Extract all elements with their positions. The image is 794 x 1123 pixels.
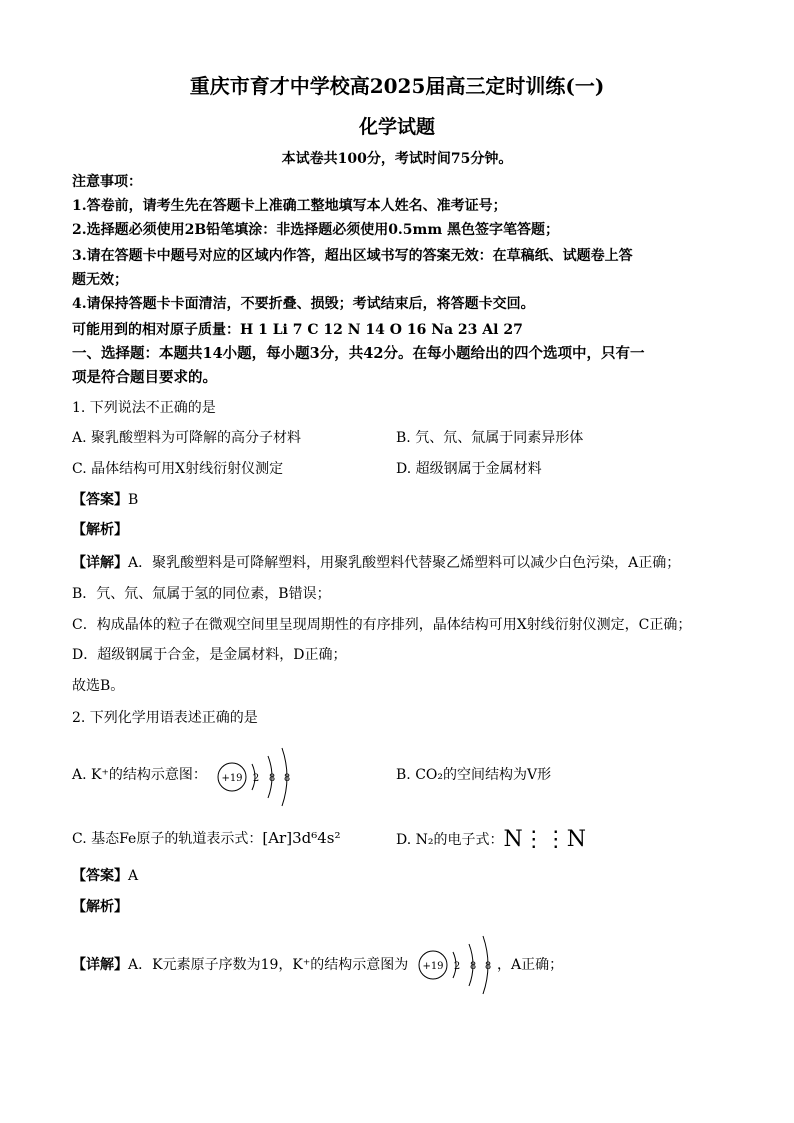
notice-heading: 注意事项： bbox=[72, 174, 142, 190]
q1-detail-3: C．构成晶体的粒子在微观空间里呈现周期性的有序排列，晶体结构可用X射线衍射仪测定，C正确； bbox=[72, 617, 692, 633]
notice-item-1: 1.答卷前，请考生先在答题卡上准确工整地填写本人姓名、准考证号； bbox=[72, 198, 507, 214]
answer-label: 【答案】 bbox=[72, 492, 128, 508]
answer-value: A bbox=[128, 868, 139, 884]
q2-analysis-label: 【解析】 bbox=[72, 899, 128, 915]
subject-title: 化学试题 bbox=[358, 116, 435, 138]
detail-label: 【详解】 bbox=[72, 957, 128, 973]
q2-detail-1 bbox=[72, 955, 408, 975]
n2-electron-dot: N⋮⋮N bbox=[503, 827, 587, 852]
answer-value: B bbox=[128, 492, 139, 508]
q2-option-d bbox=[396, 828, 586, 850]
section-heading-line1: 一、选择题：本题共14小题，每小题3分，共42分。在每小题给出的四个选项中，只有一 bbox=[72, 345, 645, 362]
q1-option-c: C. 晶体结构可用X射线衍射仪测定 bbox=[72, 461, 284, 477]
q2-option-a bbox=[72, 765, 207, 785]
nucleus-charge: +19 bbox=[422, 961, 444, 972]
option-text: 的结构示意图： bbox=[108, 767, 207, 783]
q1-answer bbox=[72, 490, 138, 510]
option-text: 的电子式： bbox=[433, 832, 504, 848]
q1-detail-5: 故选B。 bbox=[72, 678, 125, 694]
answer-label: 【答案】 bbox=[72, 868, 128, 884]
q2-detail-end: ，A正确； bbox=[497, 957, 564, 973]
detail-text: A．聚乳酸塑料是可降解塑料，用聚乳酸塑料代替聚乙烯塑料可以减少白色污染，A正确； bbox=[128, 555, 681, 571]
fe-orbital-formula: [Ar]3d⁶4s² bbox=[262, 829, 341, 847]
q2-option-c bbox=[72, 828, 340, 849]
q1-detail-4: D．超级钢属于合金，是金属材料，D正确； bbox=[72, 647, 347, 663]
option-text: 的空间结构为V形 bbox=[443, 767, 552, 783]
shell-1-count: 2 bbox=[252, 773, 260, 784]
exam-title: 重庆市育才中学校高2025届高三定时训练(一) bbox=[189, 74, 605, 98]
q1-analysis-label: 【解析】 bbox=[72, 522, 128, 538]
q1-detail-1 bbox=[72, 553, 680, 573]
q2-stem: 2. 下列化学用语表述正确的是 bbox=[72, 710, 258, 726]
shell-3-count: 8 bbox=[283, 773, 291, 784]
q1-option-b: B. 氕、氘、氚属于同素异形体 bbox=[396, 430, 584, 446]
option-letter: A. bbox=[72, 767, 92, 783]
shell-3-count: 8 bbox=[484, 961, 492, 972]
q1-stem: 1. 下列说法不正确的是 bbox=[72, 400, 216, 416]
shell-2-count: 8 bbox=[469, 961, 477, 972]
k-ion-structure-diagram-detail bbox=[415, 930, 499, 1000]
notice-item-3: 3.请在答题卡中题号对应的区域内作答，超出区域书写的答案无效：在草稿纸、试题卷上答 bbox=[72, 248, 633, 264]
section-heading-line2: 项是符合题目要求的。 bbox=[72, 369, 217, 386]
q2-option-b bbox=[396, 765, 551, 785]
q2-answer bbox=[72, 866, 138, 886]
n2-formula: N₂ bbox=[415, 832, 434, 848]
detail-text: A．K元素原子序数为19，K⁺的结构示意图为 bbox=[128, 957, 409, 973]
nucleus-charge: +19 bbox=[221, 773, 243, 784]
shell-2-count: 8 bbox=[268, 773, 276, 784]
q1-option-d: D. 超级钢属于金属材料 bbox=[396, 461, 542, 477]
detail-label: 【详解】 bbox=[72, 555, 128, 571]
exam-info: 本试卷共100分，考试时间75分钟。 bbox=[281, 151, 513, 167]
option-letter: B. bbox=[396, 767, 416, 783]
option-text: C. 基态Fe原子的轨道表示式： bbox=[72, 831, 263, 847]
ion-formula: K⁺ bbox=[91, 767, 109, 783]
q1-option-a: A. 聚乳酸塑料为可降解的高分子材料 bbox=[72, 430, 302, 446]
q1-detail-2: B．氕、氘、氚属于氢的同位素，B错误； bbox=[72, 586, 331, 602]
notice-item-4: 4.请保持答题卡卡面清洁，不要折叠、损毁；考试结束后，将答题卡交回。 bbox=[72, 296, 535, 312]
notice-item-3-cont: 题无效； bbox=[72, 272, 128, 288]
option-letter: D. bbox=[396, 832, 416, 848]
atomic-masses: 可能用到的相对原子质量：H 1 Li 7 C 12 N 14 O 16 Na 23 Al 27 bbox=[72, 322, 523, 338]
shell-1-count: 2 bbox=[453, 961, 461, 972]
notice-item-2: 2.选择题必须使用2B铅笔填涂：非选择题必须使用0.5mm 黑色签字笔答题； bbox=[72, 222, 560, 238]
co2-formula: CO₂ bbox=[415, 767, 444, 783]
k-ion-structure-diagram bbox=[214, 742, 304, 812]
